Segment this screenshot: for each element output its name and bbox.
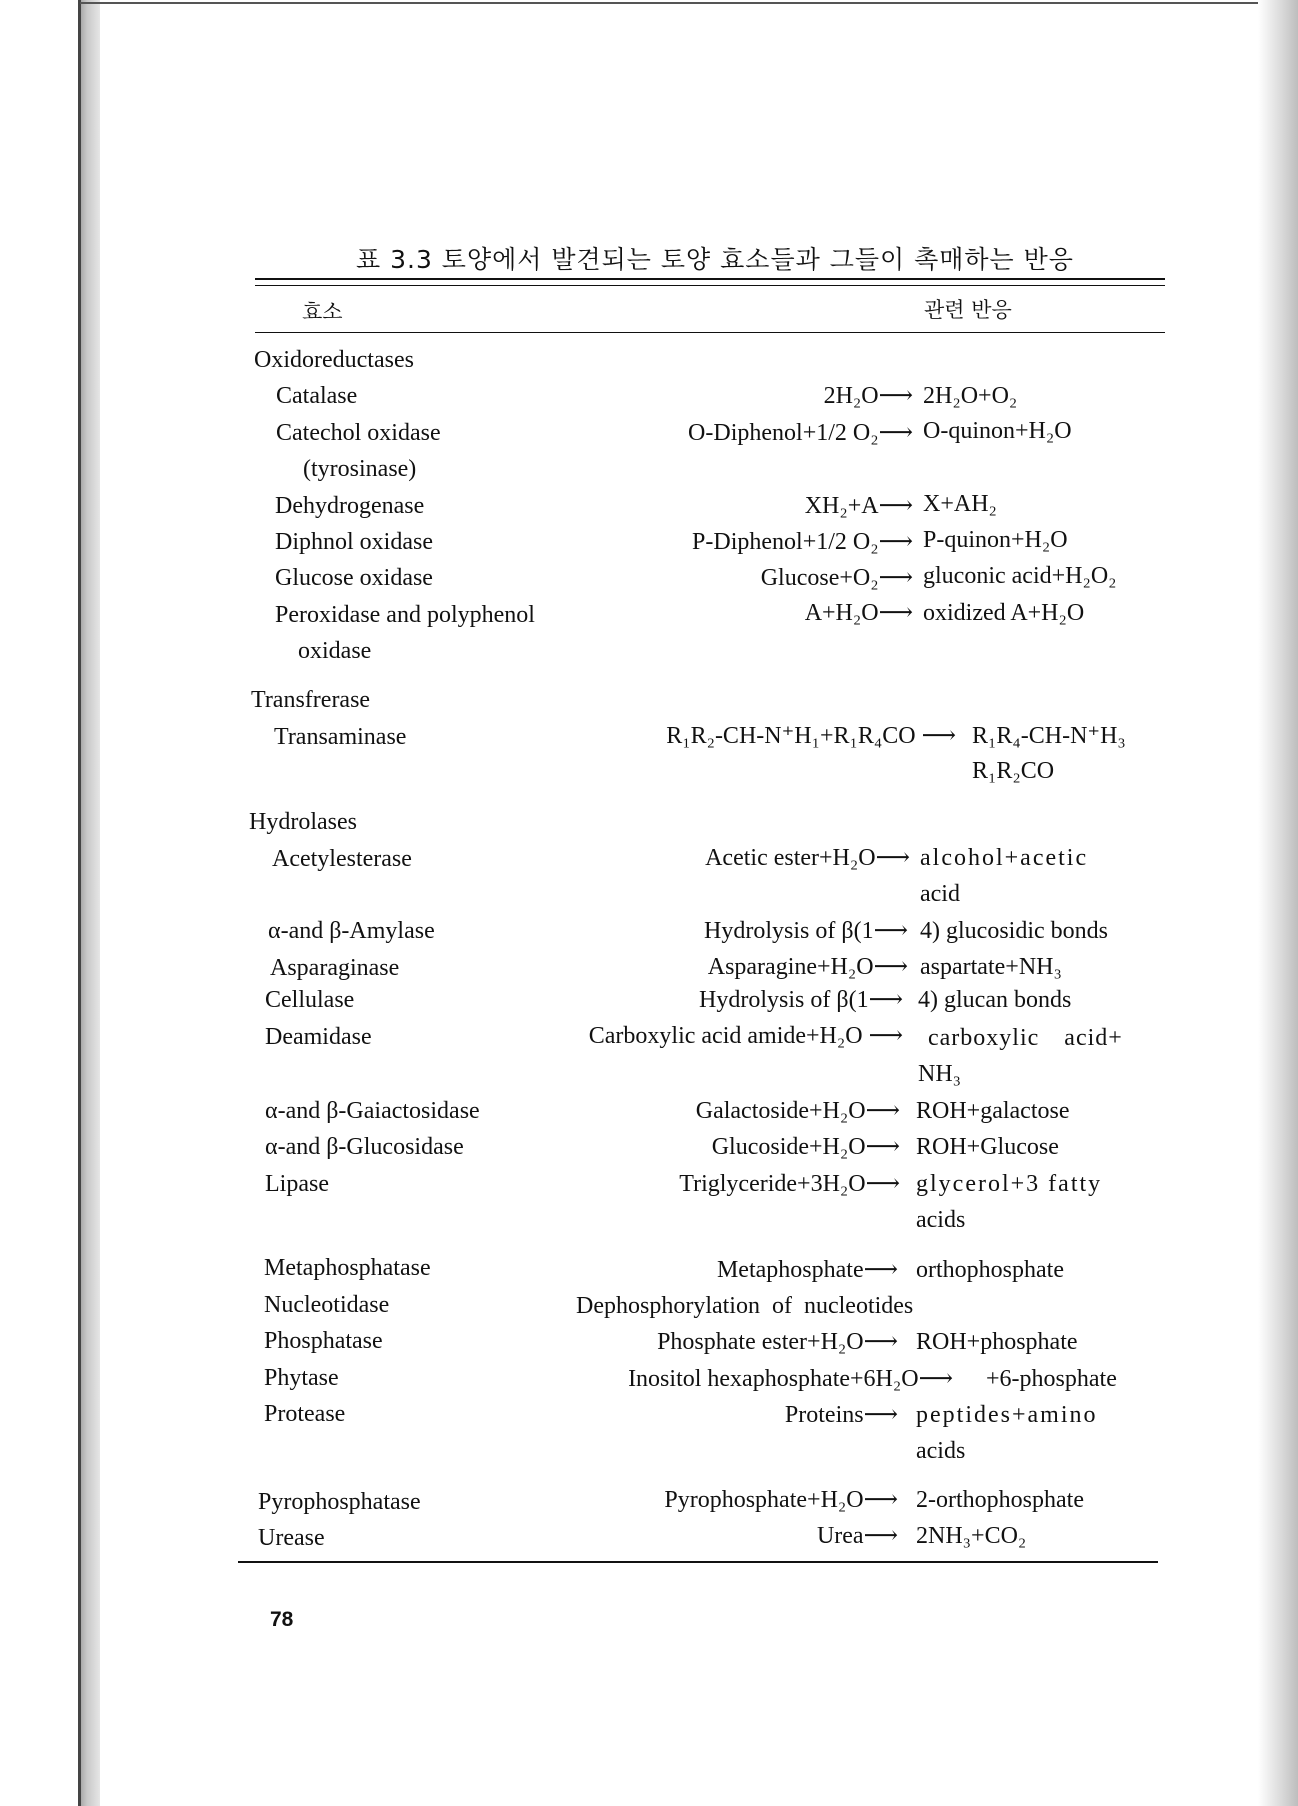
- reaction-substrate: Inositol hexaphosphate+6H₂O⟶: [628, 1366, 953, 1392]
- enzyme-name: Diphnol oxidase: [275, 529, 433, 555]
- reaction-product: R₁R₂CO: [972, 758, 1055, 784]
- enzyme-name: Protease: [264, 1401, 346, 1427]
- enzyme-name: α-and β-Amylase: [268, 918, 435, 944]
- enzyme-name: oxidase: [298, 638, 372, 664]
- page-right-shadow: [1258, 0, 1298, 1806]
- group-oxidoreductases: Oxidoreductases: [254, 347, 414, 373]
- enzyme-name: Catechol oxidase: [276, 420, 441, 446]
- enzyme-name: α-and β-Gaiactosidase: [265, 1098, 480, 1124]
- reaction-substrate: Urea⟶: [816, 1523, 898, 1549]
- reaction-product: ROH+phosphate: [916, 1329, 1078, 1355]
- reaction-substrate: P-Diphenol+1/2 O₂⟶: [692, 529, 913, 555]
- enzyme-name: Urease: [258, 1525, 325, 1551]
- reaction-product: ROH+galactose: [916, 1098, 1070, 1124]
- top-rule-1: [255, 278, 1165, 280]
- reaction-product: NH₃: [918, 1061, 962, 1087]
- table-title: 표 3.3 토양에서 발견되는 토양 효소들과 그들이 촉매하는 반응: [356, 245, 1074, 274]
- reaction-substrate: Hydrolysis of β(1⟶: [704, 918, 908, 944]
- enzyme-name: Asparaginase: [270, 955, 400, 981]
- reaction-product: acid: [920, 881, 960, 907]
- reaction-product: 4) glucan bonds: [918, 987, 1072, 1013]
- header-enzyme: 효소: [302, 300, 343, 324]
- reaction-product: alcohol+acetic: [920, 845, 1089, 871]
- reaction-product: 2-orthophosphate: [916, 1487, 1084, 1513]
- reaction-substrate: Hydrolysis of β(1⟶: [699, 987, 903, 1013]
- enzyme-name: (tyrosinase): [303, 456, 417, 482]
- page-number: 78: [270, 1608, 294, 1631]
- reaction-substrate: Galactoside+H₂O⟶: [695, 1098, 900, 1124]
- reaction-substrate: Glucose+O₂⟶: [760, 565, 913, 591]
- reaction-product: R₁R₄-CH-N⁺H₃: [972, 723, 1126, 749]
- top-rule-2: [255, 285, 1165, 286]
- reaction-substrate: R₁R₂-CH-N⁺H₁+R₁R₄CO ⟶: [666, 723, 956, 749]
- enzyme-name: Nucleotidase: [264, 1292, 390, 1318]
- reaction-substrate: Carboxylic acid amide+H₂O ⟶: [588, 1023, 903, 1049]
- reaction-product: acids: [916, 1438, 966, 1464]
- reaction-substrate: Dephosphorylation of nucleotides: [576, 1293, 914, 1319]
- enzyme-name: Phosphatase: [264, 1328, 383, 1354]
- enzyme-name: Glucose oxidase: [275, 565, 433, 591]
- reaction-product: peptides+amino: [916, 1402, 1098, 1428]
- reaction-substrate: Acetic ester+H₂O⟶: [705, 845, 910, 871]
- enzyme-name: Pyrophosphatase: [258, 1489, 421, 1515]
- reaction-substrate: Phosphate ester+H₂O⟶: [657, 1329, 898, 1355]
- enzyme-name: Metaphosphatase: [264, 1255, 431, 1281]
- enzyme-name: Catalase: [276, 383, 358, 409]
- reaction-product: 2H₂O+O₂: [923, 383, 1018, 409]
- reaction-substrate: Glucoside+H₂O⟶: [711, 1134, 900, 1160]
- reaction-substrate: Asparagine+H₂O⟶: [707, 954, 908, 980]
- reaction-substrate: 2H₂O⟶: [823, 383, 913, 409]
- enzyme-name: Peroxidase and polyphenol: [275, 602, 535, 628]
- enzyme-name: Cellulase: [265, 987, 355, 1013]
- reaction-product: X+AH₂: [923, 491, 997, 517]
- group-transferase: Transfrerase: [251, 687, 371, 713]
- reaction-product: oxidized A+H₂O: [923, 600, 1085, 626]
- enzyme-name: Deamidase: [265, 1024, 372, 1050]
- reaction-product: orthophosphate: [916, 1257, 1064, 1283]
- reaction-substrate: Proteins⟶: [784, 1402, 898, 1428]
- reaction-product: 2NH₃+CO₂: [916, 1523, 1027, 1549]
- reaction-product: carboxylic acid+: [928, 1025, 1123, 1051]
- page-edge: [78, 0, 81, 1806]
- enzyme-name: Lipase: [265, 1171, 329, 1197]
- reaction-product: ROH+Glucose: [916, 1134, 1059, 1160]
- header-rule: [255, 332, 1165, 333]
- reaction-substrate: Metaphosphate⟶: [716, 1257, 898, 1283]
- enzyme-name: Transaminase: [274, 724, 407, 750]
- reaction-product: +6-phosphate: [986, 1366, 1117, 1392]
- reaction-product: P-quinon+H₂O: [923, 527, 1068, 553]
- page-top-edge: [80, 2, 1290, 4]
- bottom-rule: [238, 1561, 1158, 1563]
- reaction-substrate: O-Diphenol+1/2 O₂⟶: [688, 420, 913, 446]
- reaction-product: gluconic acid+H₂O₂: [923, 563, 1117, 589]
- reaction-product: acids: [916, 1207, 966, 1233]
- reaction-substrate: Pyrophosphate+H₂O⟶: [664, 1487, 898, 1513]
- page-spine: [78, 0, 100, 1806]
- header-reaction: 관련 반응: [924, 298, 1012, 322]
- enzyme-name: Dehydrogenase: [275, 493, 425, 519]
- enzyme-name: α-and β-Glucosidase: [265, 1134, 464, 1160]
- reaction-product: O-quinon+H₂O: [923, 418, 1072, 444]
- enzyme-name: Acetylesterase: [272, 846, 412, 872]
- reaction-product: 4) glucosidic bonds: [920, 918, 1108, 944]
- reaction-product: aspartate+NH₃: [920, 954, 1062, 980]
- reaction-product: glycerol+3 fatty: [916, 1171, 1103, 1197]
- group-hydrolases: Hydrolases: [249, 809, 357, 835]
- reaction-substrate: XH₂+A⟶: [804, 493, 913, 519]
- reaction-substrate: A+H₂O⟶: [804, 600, 913, 626]
- enzyme-name: Phytase: [264, 1365, 339, 1391]
- reaction-substrate: Triglyceride+3H₂O⟶: [679, 1171, 900, 1197]
